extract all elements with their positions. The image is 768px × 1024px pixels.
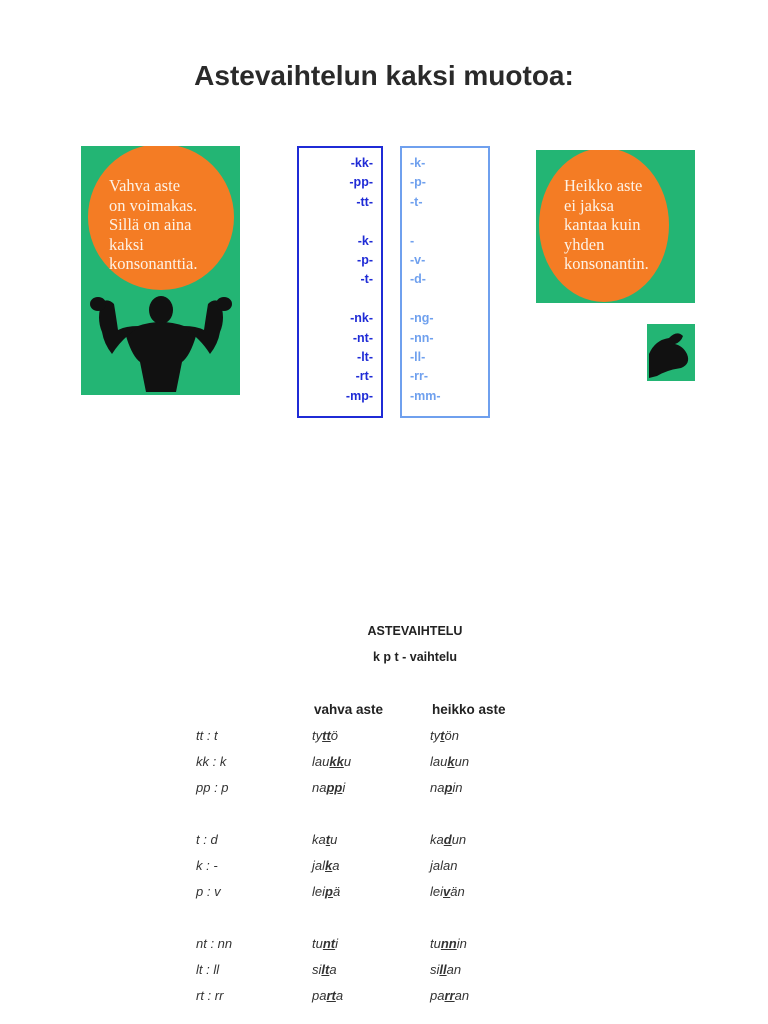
consonant-pair: pp : p (196, 780, 229, 795)
strong-grade-word: tyttö (312, 728, 339, 743)
weak-item: -p- (410, 175, 426, 190)
strong-item: -k- (357, 233, 373, 248)
strong-grade-card (81, 146, 240, 395)
weak-item: -rr- (410, 369, 429, 384)
page-title: Astevaihtelun kaksi muotoa: (194, 60, 574, 91)
weak-grade-word: tytön (430, 728, 459, 743)
small-arm-card (647, 324, 695, 381)
strong-grade-word: nappi (312, 780, 346, 795)
weak-grade-word: laukun (430, 754, 470, 769)
weak-item: - (410, 233, 415, 248)
strong-grade-word: laukku (312, 754, 352, 769)
table-subheading: k p t - vaihtelu (372, 650, 458, 664)
consonant-pair: lt : ll (196, 962, 220, 977)
strong-item: -pp- (349, 175, 373, 190)
consonant-pair: p : v (196, 884, 221, 899)
strong-item (299, 290, 381, 309)
table-heading: ASTEVAIHTELU (367, 624, 463, 638)
consonant-pair: kk : k (196, 754, 227, 769)
strong-grade-word: parta (312, 988, 344, 1003)
weak-item: -v- (410, 252, 426, 267)
strong-item (299, 212, 381, 231)
weak-grade-word: napin (430, 780, 463, 795)
strong-item: -tt- (356, 194, 373, 209)
weak-item: -nn- (410, 330, 434, 345)
strong-grade-word: tunti (312, 936, 339, 951)
strong-item: -nk- (350, 311, 373, 326)
weak-grade-word: parran (430, 988, 470, 1003)
weak-grade-word: kadun (430, 832, 467, 847)
weak-grade-text: Heikko aste ei jaksa kantaa kuin yhden konsonantin. (564, 176, 649, 273)
strong-grade-word: katu (312, 832, 338, 847)
weak-grade-word: sillan (430, 962, 462, 977)
consonant-pair: t : d (196, 832, 218, 847)
weak-consonant-column (400, 146, 490, 418)
weak-grade-word: leivän (430, 884, 465, 899)
weak-item (402, 212, 488, 231)
strong-item: -mp- (345, 388, 373, 403)
strong-item: -lt- (357, 349, 373, 364)
column-header-strong: vahva aste (314, 702, 384, 717)
strong-grade-word: jalka (312, 858, 340, 873)
weak-item: -ng- (410, 311, 434, 326)
weak-item: -mm- (410, 388, 441, 403)
strong-grade-word: leipä (312, 884, 341, 899)
strong-item: -p- (357, 252, 373, 267)
consonant-pair: nt : nn (196, 936, 233, 951)
strong-item: -rt- (355, 369, 373, 384)
weak-grade-word: tunnin (430, 936, 467, 951)
strong-item: -nt- (352, 330, 373, 345)
weak-item: -t- (410, 194, 423, 209)
weak-item: -d- (410, 272, 426, 287)
weak-item: -k- (410, 156, 426, 170)
column-header-weak: heikko aste (432, 702, 506, 717)
consonant-pair: tt : t (196, 728, 218, 743)
strong-grade-word: silta (312, 962, 337, 977)
strong-consonant-column (297, 146, 383, 418)
weak-item: -ll- (410, 349, 426, 364)
flexed-arm-icon (647, 324, 695, 381)
strong-grade-text: Vahva aste on voimakas. Sillä on aina kaksi konsonanttia. (109, 176, 198, 273)
strong-item: -t- (360, 272, 373, 287)
strongman-icon (86, 296, 236, 392)
weak-grade-card (536, 150, 695, 303)
weak-grade-word: jalan (430, 858, 458, 873)
strong-item: -kk- (350, 156, 373, 170)
consonant-pair: k : - (196, 858, 218, 873)
consonant-pair: rt : rr (196, 988, 224, 1003)
weak-item (402, 290, 488, 309)
